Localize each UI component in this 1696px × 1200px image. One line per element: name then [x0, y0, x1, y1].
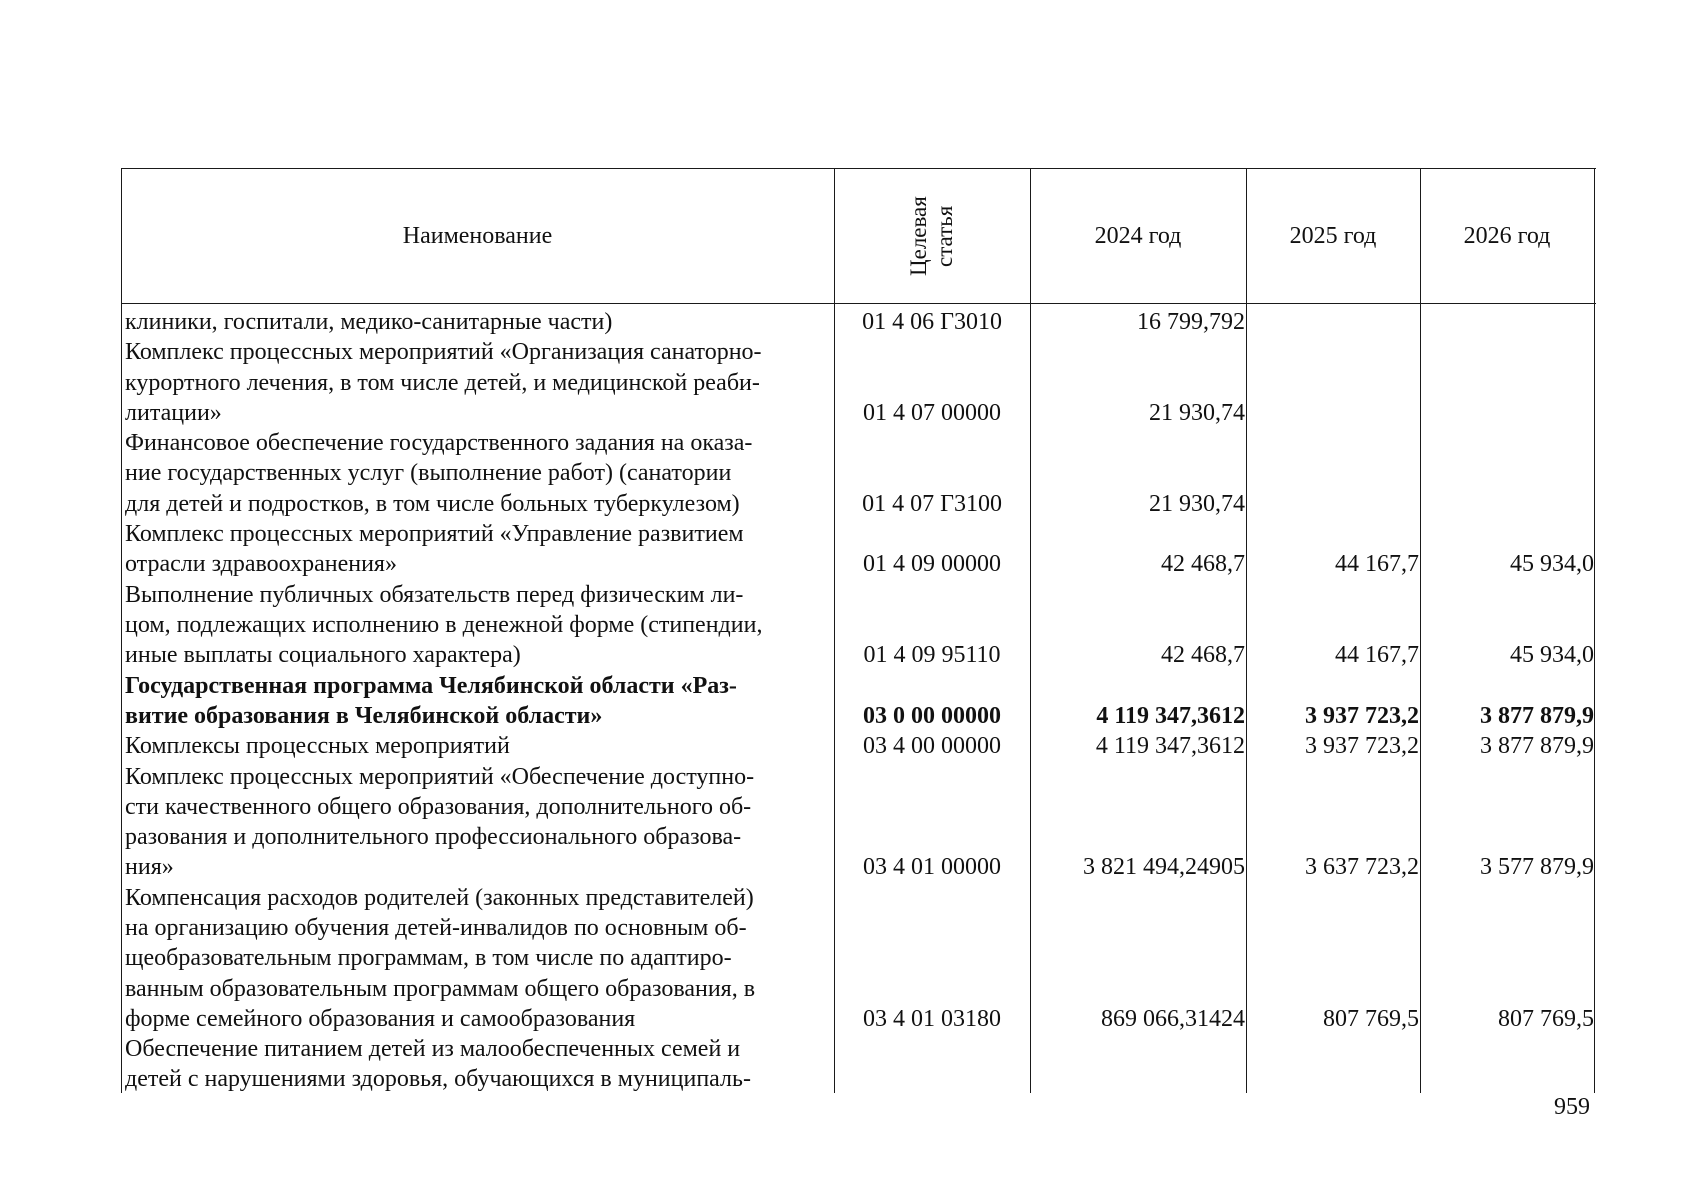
row-code: 01 4 07 00000 [863, 399, 1001, 426]
row-name: клиники, госпитали, медико-санитарные части) [125, 309, 613, 335]
row-code: 01 4 09 00000 [863, 551, 1001, 578]
row-name: Обеспечение питанием детей из малообеспеченных семей и детей с нарушениями здоровья, обучающихся в муниципаль- [125, 1036, 751, 1093]
table-row [121, 337, 1596, 428]
table-row [121, 580, 1596, 671]
row-code: 03 4 01 03180 [863, 1005, 1001, 1032]
row-value-2024: 4 119 347,3612 [1096, 702, 1245, 729]
table-row [121, 519, 1596, 580]
row-value-2024: 16 799,792 [1137, 309, 1245, 335]
header-2026: 2026 год [1463, 222, 1551, 249]
header-2025: 2025 год [1289, 222, 1377, 249]
row-value-2025: 3 937 723,2 [1305, 702, 1419, 729]
row-code: 01 4 09 95110 [863, 642, 1001, 669]
row-name: Компенсация расходов родителей (законных представителей) на организацию обучения детей-инвалидов по основным об- щеобразовательным программам, в том числе по адаптиро- ванным образовательным программам общего образования, в форме семейного образования и самообразования [125, 884, 756, 1032]
row-value-2025: 44 167,7 [1335, 551, 1419, 578]
table-row [121, 1034, 1596, 1095]
row-name: Финансовое обеспечение государственного задания на оказа- ние государственных услуг (выполнение работ) (санатории для детей и подростков, в том числе больных туберкулезом) [125, 430, 753, 517]
row-name: Комплекс процессных мероприятий «Управление развитием отрасли здравоохранения» [125, 521, 744, 578]
row-value-2026: 3 577 879,9 [1480, 854, 1594, 881]
row-value-2026: 45 934,0 [1510, 642, 1594, 669]
row-code: 01 4 07 Г3100 [862, 490, 1002, 517]
row-value-2025: 44 167,7 [1335, 642, 1419, 669]
row-value-2026: 45 934,0 [1510, 551, 1594, 578]
header-code-label: Целевая статья [906, 196, 957, 276]
table-row [121, 762, 1596, 883]
row-name: Комплексы процессных мероприятий [125, 733, 510, 760]
row-value-2024: 3 821 494,24905 [1083, 854, 1245, 881]
table-row [121, 671, 1596, 732]
row-name: Комплекс процессных мероприятий «Организация санаторно- курортного лечения, в том числе детей, и медицинской реаби- литации» [125, 339, 762, 426]
header-divider [121, 303, 1596, 304]
row-value-2024: 869 066,31424 [1101, 1005, 1245, 1032]
row-value-2025: 3 637 723,2 [1305, 854, 1419, 881]
header-2024: 2024 год [1094, 222, 1182, 249]
row-name: Государственная программа Челябинской области «Раз- витие образования в Челябинской области» [125, 672, 737, 729]
row-code: 03 4 00 00000 [863, 733, 1001, 760]
row-code: 03 4 01 00000 [863, 854, 1001, 881]
row-value-2026: 3 877 879,9 [1480, 702, 1594, 729]
row-name: Выполнение публичных обязательств перед физическим ли- цом, подлежащих исполнению в денежной форме (стипендии, иные выплаты социального характера) [125, 581, 763, 669]
row-value-2024: 21 930,74 [1149, 399, 1245, 426]
row-code: 03 0 00 00000 [863, 702, 1001, 729]
table-row [121, 883, 1596, 1035]
row-value-2026: 3 877 879,9 [1480, 733, 1594, 760]
row-value-2025: 807 769,5 [1323, 1005, 1419, 1032]
row-value-2026: 807 769,5 [1498, 1005, 1594, 1032]
page-number: 959 [1554, 1094, 1590, 1120]
header-name: Наименование [402, 222, 553, 249]
table-row [121, 428, 1596, 519]
row-value-2024: 21 930,74 [1149, 490, 1245, 517]
row-code: 01 4 06 Г3010 [862, 309, 1002, 335]
row-value-2025: 3 937 723,2 [1305, 733, 1419, 760]
table-row [121, 307, 1596, 337]
row-value-2024: 42 468,7 [1161, 642, 1245, 669]
row-value-2024: 4 119 347,3612 [1095, 733, 1245, 760]
table-row [121, 731, 1596, 761]
header-code [834, 169, 1030, 303]
row-name: Комплекс процессных мероприятий «Обеспечение доступно- сти качественного общего образования, дополнительного об- разования и дополнительного профессионального образова- ния» [125, 763, 755, 881]
row-value-2024: 42 468,7 [1161, 551, 1245, 578]
budget-table [121, 168, 1596, 1093]
